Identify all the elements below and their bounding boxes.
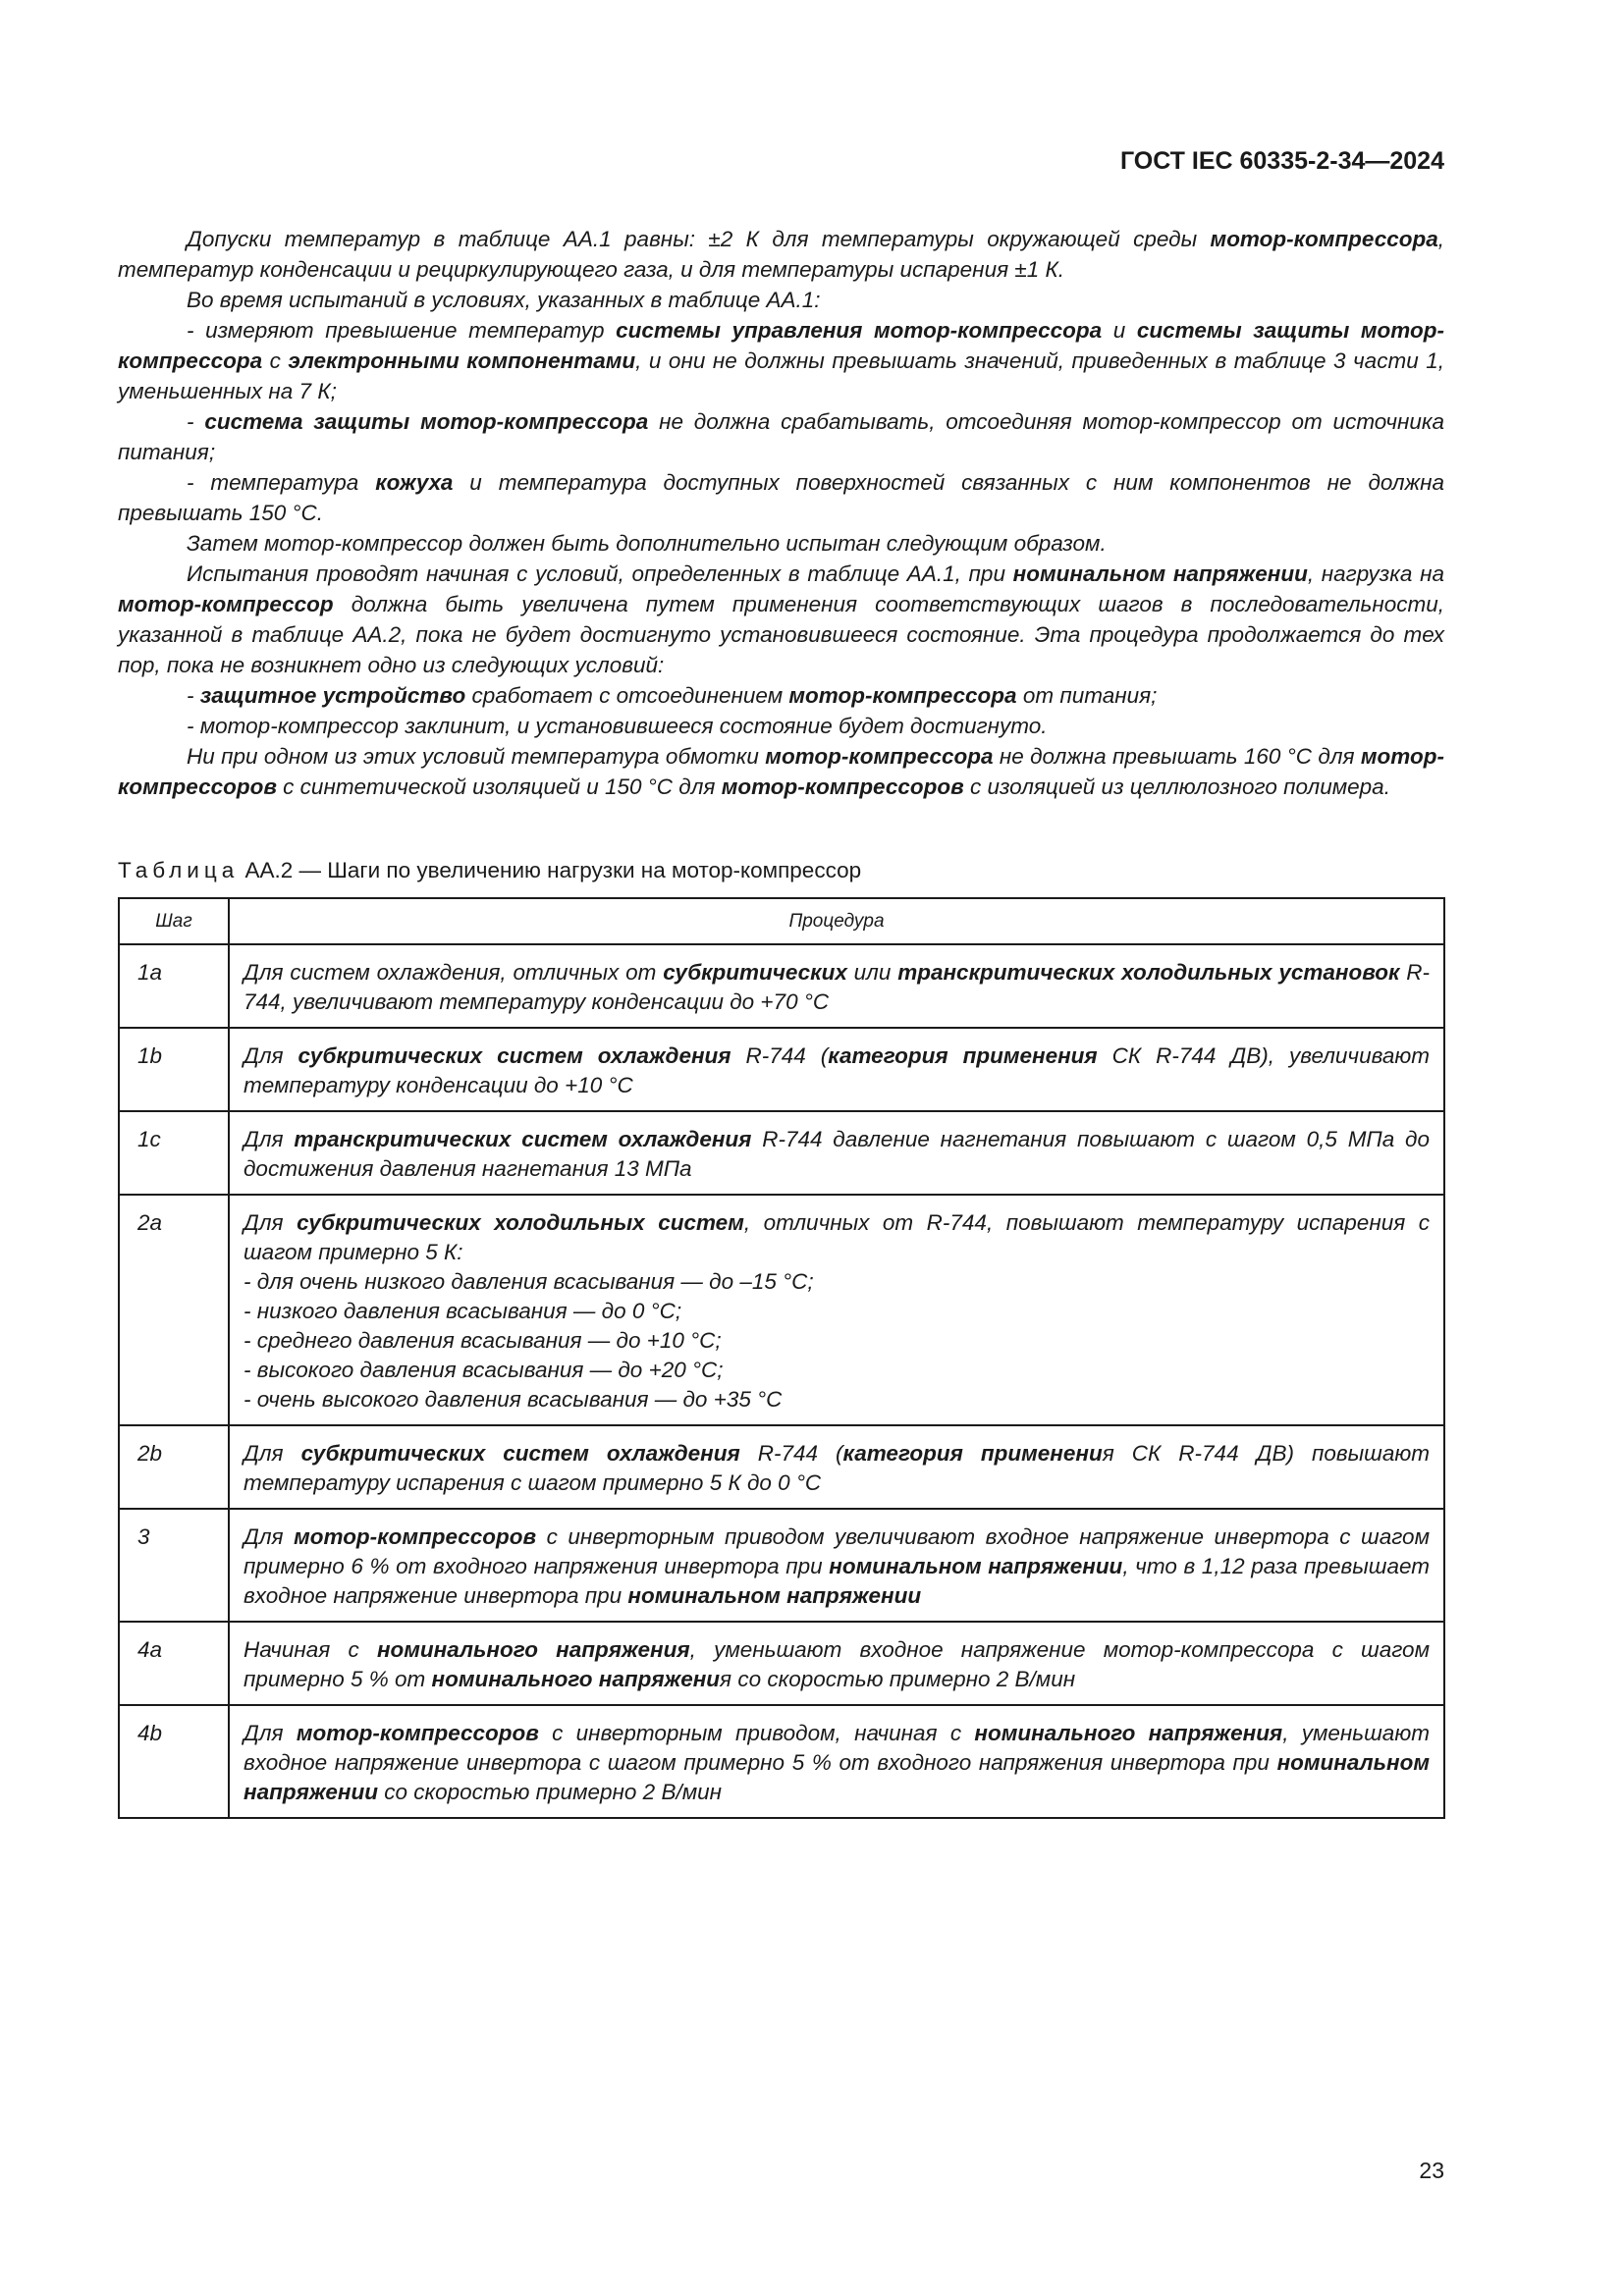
procedure-text: Для субкритических холодильных систем, отличных от R-744, повышают температуру испарения с шагом примерно 5 К:: [244, 1210, 1430, 1264]
step-cell: 2b: [119, 1425, 229, 1509]
step-cell: 1b: [119, 1028, 229, 1111]
step-cell: 1a: [119, 944, 229, 1028]
procedure-text: Для систем охлаждения, отличных от субкритических или транскритических холодильных установок R-744, увеличивают температуру конденсации до +70 °С: [244, 960, 1431, 1014]
step-cell: 4a: [119, 1622, 229, 1705]
column-header-procedure: Процедура: [229, 898, 1444, 944]
procedure-list-item: - очень высокого давления всасывания — до +35 °С: [244, 1387, 783, 1412]
table-row: [119, 1509, 1444, 1622]
table-caption-title: АА.2 — Шаги по увеличению нагрузки на мотор-компрессор: [239, 858, 862, 882]
table-row: [119, 1705, 1444, 1818]
table-row: [119, 1111, 1444, 1195]
procedure-text: Для мотор-компрессоров с инверторным приводом, начиная с номинального напряжения, уменьшают входное напряжение инвертора с шагом примерно 5 % от входного напряжения инвертора при номинальном напряжении со скоростью примерно 2 В/мин: [244, 1721, 1430, 1804]
list-item: - защитное устройство сработает с отсоединением мотор-компрессора от питания;: [187, 683, 1158, 708]
procedure-text: Для транскритических систем охлаждения R-744 давление нагнетания повышают с шагом 0,5 МПа до достижения давления нагнетания 13 МПа: [244, 1127, 1430, 1181]
document-header: ГОСТ IEC 60335-2-34—2024: [1119, 147, 1444, 175]
list-item: - температура кожуха и температура доступных поверхностей связанных с ним компонентов не должна превышать 150 °С.: [118, 470, 1444, 525]
paragraph: Испытания проводят начиная с условий, определенных в таблице АА.1, при номинальном напряжении, нагрузка на мотор-компрессор должна быть увеличена путем применения соответствующих шагов в последовательности, указанной в таблице АА.2, пока не будет достигнуто установившееся состояние. Эта процедура продолжается до тех пор, пока не возникнет одно из следующих условий:: [118, 561, 1444, 677]
paragraph: Ни при одном из этих условий температура обмотки мотор-компрессора не должна превышать 160 °С для мотор-компрессоров с синтетической изоляцией и 150 °С для мотор-компрессоров с изоляцией из целлюлозного полимера.: [118, 744, 1444, 799]
procedure-cell: [229, 1028, 1444, 1111]
paragraph: Затем мотор-компрессор должен быть дополнительно испытан следующим образом.: [187, 531, 1107, 556]
procedure-cell: [229, 1425, 1444, 1509]
steps-table: [118, 897, 1445, 1819]
procedure-text: Для субкритических систем охлаждения R-744 (категория применения СК R-744 ДВ), увеличивают температуру конденсации до +10 °С: [244, 1043, 1431, 1097]
step-cell: 3: [119, 1509, 229, 1622]
table-row: [119, 1622, 1444, 1705]
procedure-text: Начиная с номинального напряжения, уменьшают входное напряжение мотор-компрессора с шагом примерно 5 % от номинального напряжения со скоростью примерно 2 В/мин: [244, 1637, 1430, 1691]
procedure-cell: [229, 1705, 1444, 1818]
procedure-cell: [229, 1622, 1444, 1705]
paragraph: Допуски температур в таблице АА.1 равны: ±2 К для температуры окружающей среды мотор-компрессора, температур конденсации и рециркулирующего газа, и для температуры испарения ±1 К.: [118, 227, 1444, 282]
table-row: [119, 1425, 1444, 1509]
procedure-text: Для мотор-компрессоров с инверторным приводом увеличивают входное напряжение инвертора с шагом примерно 6 % от входного напряжения инвертора при номинальном напряжении, что в 1,12 раза превышает входное напряжение инвертора при номинальном напряжении: [244, 1524, 1430, 1608]
table-row: [119, 944, 1444, 1028]
procedure-list-item: - низкого давления всасывания — до 0 °С;: [244, 1299, 682, 1323]
table-header-row: [119, 898, 1444, 944]
table-row: [119, 1028, 1444, 1111]
list-item: - измеряют превышение температур системы управления мотор-компрессора и системы защиты мотор-компрессора с электронными компонентами, и они не должны превышать значений, приведенных в таблице 3 части 1, уменьшенных на 7 К;: [118, 318, 1444, 403]
procedure-list-item: - среднего давления всасывания — до +10 °С;: [244, 1328, 722, 1353]
page-number: 23: [1419, 2158, 1444, 2183]
procedure-list-item: - для очень низкого давления всасывания — до –15 °С;: [244, 1269, 814, 1294]
procedure-cell: [229, 1509, 1444, 1622]
list-item: - мотор-компрессор заклинит, и установившееся состояние будет достигнуто.: [187, 714, 1048, 738]
paragraph: Во время испытаний в условиях, указанных в таблице АА.1:: [187, 288, 821, 312]
step-cell: 1c: [119, 1111, 229, 1195]
procedure-list-item: - высокого давления всасывания — до +20 °С;: [244, 1358, 724, 1382]
table-caption: [118, 856, 861, 885]
step-cell: 4b: [119, 1705, 229, 1818]
table-caption-word: Таблица: [118, 858, 240, 882]
list-item: - система защиты мотор-компрессора не должна срабатывать, отсоединяя мотор-компрессор от источника питания;: [118, 409, 1444, 464]
procedure-cell: [229, 1111, 1444, 1195]
body-text: [118, 224, 1444, 802]
step-cell: 2a: [119, 1195, 229, 1425]
procedure-cell: [229, 1195, 1444, 1425]
procedure-text: Для субкритических систем охлаждения R-744 (категория применения СК R-744 ДВ) повышают температуру испарения с шагом примерно 5 К до 0 °С: [244, 1441, 1431, 1495]
procedure-cell: [229, 944, 1444, 1028]
column-header-step: Шаг: [119, 898, 229, 944]
table-row: [119, 1195, 1444, 1425]
